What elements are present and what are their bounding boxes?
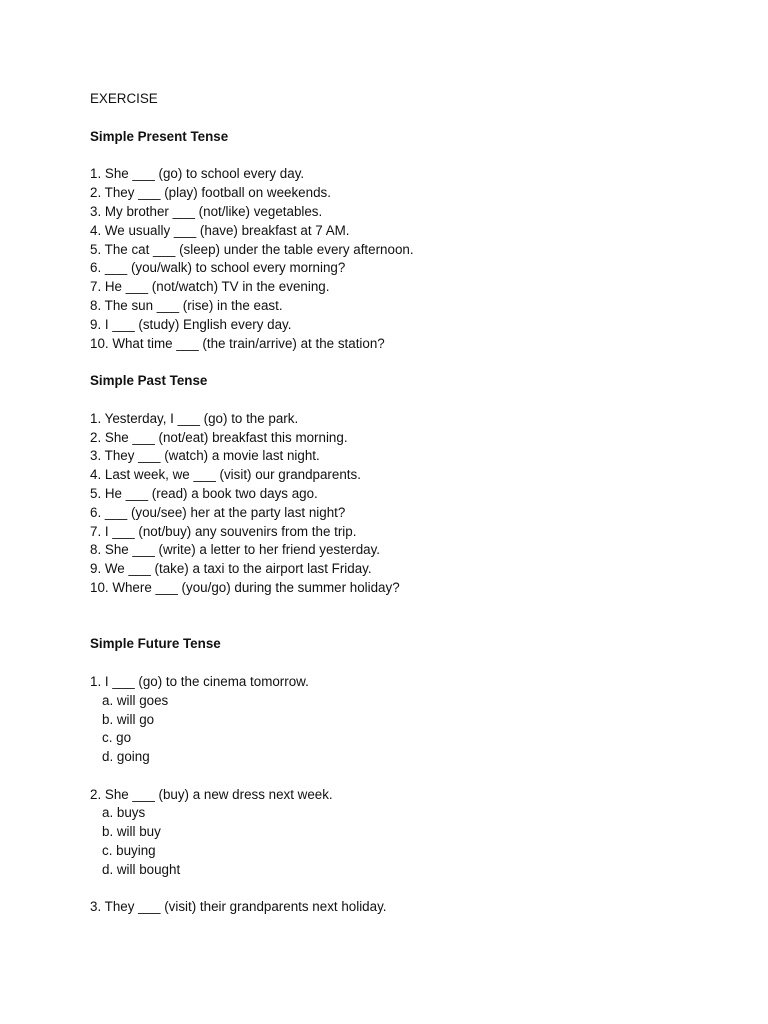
list-item: 8. She ___ (write) a letter to her friend yesterday. [90,542,381,558]
list-item: 4. We usually ___ (have) breakfast at 7 AM. [90,222,350,238]
list-item: 10. Where ___ (you/go) during the summer holiday? [90,579,400,595]
spacer [90,109,730,128]
list-item: 2. They ___ (play) football on weekends. [90,185,331,201]
option-item: a. will goes [102,692,169,708]
list-item: 5. The cat ___ (sleep) under the table every afternoon. [90,241,414,257]
list-item: 9. I ___ (study) English every day. [90,316,292,332]
document-title: EXERCISE [90,91,158,106]
spacer [90,598,730,636]
document-page [90,90,730,917]
option-item: b. will buy [102,824,161,840]
future-question-1 [90,673,730,767]
option-item: d. will bought [102,861,181,877]
option-item: a. buys [102,805,146,821]
section-heading-future: Simple Future Tense [90,636,221,652]
future-question-2 [90,786,730,880]
spacer [90,147,730,166]
list-item: 10. What time ___ (the train/arrive) at the station? [90,335,385,351]
option-item: c. buying [102,843,156,859]
option-list [90,692,730,767]
section-heading-present: Simple Present Tense [90,128,229,144]
question-text: 1. I ___ (go) to the cinema tomorrow. [90,673,309,689]
question-text: 2. She ___ (buy) a new dress next week. [90,786,333,802]
spacer [90,353,730,372]
list-item: 8. The sun ___ (rise) in the east. [90,297,283,313]
spacer [90,880,730,899]
option-item: d. going [102,749,150,765]
list-item: 3. They ___ (watch) a movie last night. [90,448,320,464]
option-list [90,804,730,879]
option-item: b. will go [102,711,155,727]
list-item: 7. He ___ (not/watch) TV in the evening. [90,279,330,295]
spacer [90,391,730,410]
list-item: 1. Yesterday, I ___ (go) to the park. [90,410,299,426]
past-question-list [90,410,730,598]
spacer [90,767,730,786]
list-item: 6. ___ (you/see) her at the party last night? [90,504,346,520]
option-item: c. go [102,730,132,746]
list-item: 1. She ___ (go) to school every day. [90,166,305,182]
list-item: 5. He ___ (read) a book two days ago. [90,485,318,501]
list-item: 7. I ___ (not/buy) any souvenirs from the trip. [90,523,357,539]
question-text: 3. They ___ (visit) their grandparents next holiday. [90,899,387,915]
list-item: 2. She ___ (not/eat) breakfast this morning. [90,429,348,445]
list-item: 4. Last week, we ___ (visit) our grandparents. [90,467,361,483]
future-question-3 [90,898,730,917]
list-item: 9. We ___ (take) a taxi to the airport last Friday. [90,561,372,577]
spacer [90,654,730,673]
section-heading-past: Simple Past Tense [90,373,208,389]
list-item: 6. ___ (you/walk) to school every morning? [90,260,346,276]
list-item: 3. My brother ___ (not/like) vegetables. [90,203,323,219]
present-question-list [90,165,730,353]
